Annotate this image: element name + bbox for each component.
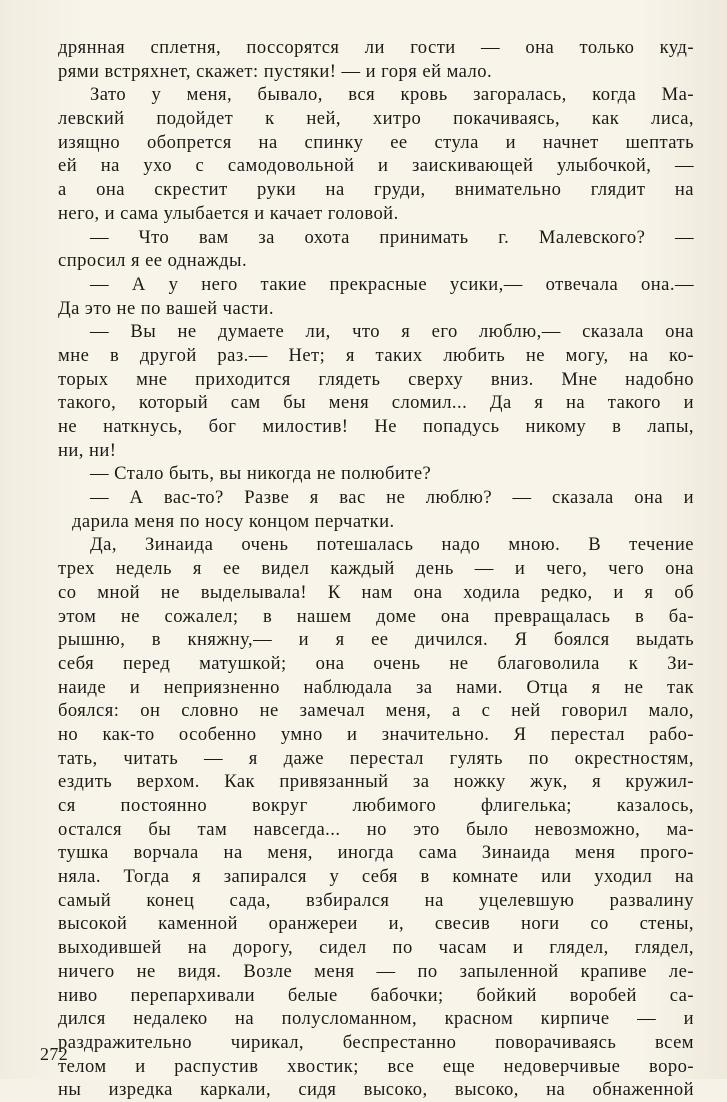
text-line: ни, ни! (58, 439, 117, 461)
text-line: выходившей на дорогу, сидел по часам и глядел, глядел, (58, 937, 694, 959)
text-line: но как-то особенно умно и значительно. Я перестал рабо- (58, 723, 694, 745)
text-line: наиде и неприязненно наблюдала за нами. Отца я не так (58, 676, 694, 698)
text-line: не наткнусь, бог милостив! Не попадусь никому в лапы, (58, 416, 694, 437)
text-line: трех недель я ее видел каждый день — и чего, чего она (58, 558, 694, 580)
text-line: тушка ворчала на меня, иногда сама Зинаида меня прого- (58, 842, 694, 864)
text-line: няла. Тогда я запирался у себя в комнате или уходил на (58, 866, 694, 888)
page-number: 272 (40, 1044, 69, 1064)
text-line: дрянная сплетня, поссорятся ли гости — она только куд- (58, 37, 694, 58)
text-line: дарила меня по носу концом перчатки. (72, 510, 395, 532)
text-line: ся постоянно вокруг любимого флигелька; казалось, (58, 795, 694, 816)
text-line: рями встряхнет, скажет: пустяки! — и горя ей мало. (58, 60, 493, 82)
text-line: — А вас-то? Разве я вас не люблю? — сказала она и (90, 487, 694, 509)
text-line: торых мне приходится глядеть сверху вниз. Мне надобно (58, 368, 694, 390)
text-line: — А у него такие прекрасные усики,— отвечала она.— (90, 273, 694, 295)
text-line: боялся: он словно не замечал меня, а с ней говорил мало, (58, 700, 694, 722)
page-text-block (58, 36, 694, 1102)
text-line: — Вы не думаете ли, что я его люблю,— сказала она (90, 321, 694, 343)
text-line: Да, Зинаида очень потешалась надо мною. В течение (90, 534, 694, 556)
text-line: раздражительно чирикал, беспрестанно поворачиваясь всем (58, 1031, 694, 1053)
text-line: а она скрестит руки на груди, внимательно глядит на (58, 179, 694, 201)
text-line: такого, который сам бы меня сломил... Да я на такого и (58, 392, 694, 414)
text-line: высокой каменной оранжереи и, свесив ноги со стены, (58, 913, 694, 935)
text-line: левский подойдет к ней, хитро покачиваясь, как лиса, (58, 108, 694, 130)
text-line: ны изредка каркали, сидя высоко, высоко, на обнаженной (58, 1079, 694, 1101)
text-line: телом и распустив хвостик; все еще недоверчивые воро- (58, 1055, 694, 1077)
text-line: самый конец сада, взбирался на уцелевшую развалину (58, 889, 694, 911)
text-line: Да это не по вашей части. (58, 297, 274, 319)
text-line: дился недалеко на полусломанном, красном кирпиче — и (58, 1008, 694, 1030)
text-line: тать, читать — я даже перестал гулять по окрестностям, (58, 747, 694, 769)
text-line: мне в другой раз.— Нет; я таких любить не могу, на ко- (58, 344, 694, 366)
text-line: со мной не выделывала! К нам она ходила редко, и я об (58, 581, 694, 603)
text-line: — Стало быть, вы никогда не полюбите? (90, 463, 432, 485)
text-line: остался бы там навсегда... но это было невозможно, ма- (58, 818, 694, 840)
text-line: изящно обопрется на спинку ее стула и начнет шептать (58, 131, 694, 153)
text-line: Зато у меня, бывало, вся кровь загоралась, когда Ма- (90, 84, 694, 106)
text-line: себя перед матушкой; она очень не благоволила к Зи- (58, 652, 694, 674)
text-line: ниво перепархивали белые бабочки; бойкий воробей са- (58, 984, 694, 1006)
text-line: него, и сама улыбается и качает головой. (58, 202, 399, 224)
text-line: — Что вам за охота принимать г. Малевского? — (90, 226, 694, 248)
text-line: ездить верхом. Как привязанный за ножку жук, я кружил- (58, 771, 694, 793)
text-line: ничего не видя. Возле меня — по запыленной крапиве ле- (58, 960, 694, 982)
text-line: спросил я ее однажды. (58, 250, 248, 272)
text-line: этом не сожалел; в нашем доме она превращалась в ба- (58, 605, 694, 627)
text-line: рышню, в княжну,— и я ее дичился. Я боялся выдать (58, 629, 694, 651)
text-line: ей на ухо с самодовольной и заискивающей улыбочкой, — (58, 155, 694, 177)
